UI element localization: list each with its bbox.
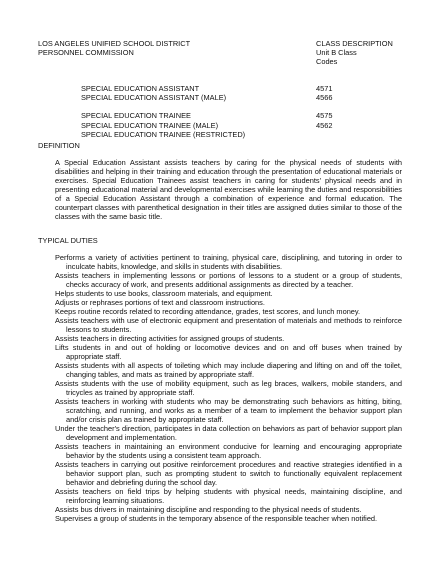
commission-name: PERSONNEL COMMISSION: [38, 48, 134, 57]
list-item: Assists teachers in directing activities for assigned groups of students.: [55, 334, 285, 343]
list-item: Assists students with all aspects of toileting which may include diapering and lifting on and off the toilet, changing tables, and mats as trained by appropriate staff.: [55, 361, 402, 379]
list-item: Assists teachers in maintaining an environment conducive for learning and encouraging appropriate behavior by the students using a consistent team approach.: [55, 442, 402, 460]
class-title: SPECIAL EDUCATION TRAINEE (MALE): [81, 121, 219, 130]
unit-class-label: Unit B Class: [316, 48, 357, 57]
list-item: Under the teacher's direction, participates in data collection on behaviors as part of behavior support plan development and implementation.: [55, 424, 402, 442]
district-name: LOS ANGELES UNIFIED SCHOOL DISTRICT: [38, 39, 191, 48]
list-item: Keeps routine records related to recording attendance, grades, test scores, and lunch money.: [55, 307, 361, 316]
definition-text: A Special Education Assistant assists teachers by caring for the physical needs of students with disabilities and helping in their training and education through the presentation of educational materials or exercises. Special Education Trainees assist teachers in caring for students' physical needs and in presenting educational material and developmental exercises while learning the duties and responsibilities of a Special Education Assistant through a combination of experience and formal education. The counterpart classes with parenthetical designation in their titles are assigned duties similar to those of the classes with the same basic title.: [55, 158, 402, 221]
typical-duties-heading: TYPICAL DUTIES: [38, 236, 98, 245]
class-code: 4575: [316, 111, 333, 120]
list-item: Assists teachers in working with students who may be demonstrating such behaviors as hitting, biting, scratching, and running, and works as a member of a team to implement the behavior support plan and/or crisis plan as trained by appropriate staff.: [55, 397, 402, 424]
list-item: Lifts students in and out of holding or locomotive devices and on and off buses when trained by appropriate staff.: [55, 343, 402, 361]
class-code: 4562: [316, 121, 333, 130]
class-code: 4571: [316, 84, 333, 93]
list-item: Supervises a group of students in the temporary absence of the responsible teacher when notified.: [55, 514, 378, 523]
list-item: Assists teachers with use of electronic equipment and presentation of materials and methods to reinforce lessons to students.: [55, 316, 402, 334]
list-item: Assists students with the use of mobility equipment, such as leg braces, walkers, mobile standers, and tricycles as trained by appropriate staff.: [55, 379, 402, 397]
class-title: SPECIAL EDUCATION TRAINEE: [81, 111, 191, 120]
list-item: Assists teachers in carrying out positive reinforcement procedures and reactive strategies identified in a behavior support plan, such as prompting student to switch to functionally equivalent replacement behavior and debriefing during the school day.: [55, 460, 402, 487]
list-item: Assists teachers in implementing lessons or portions of lessons to a student or a group of students, checks accuracy of work, and presents additional assignments as directed by a teacher.: [55, 271, 402, 289]
list-item: Assists teachers on field trips by helping students with physical needs, maintaining discipline, and reinforcing learning situations.: [55, 487, 402, 505]
class-title: SPECIAL EDUCATION TRAINEE (RESTRICTED): [81, 130, 246, 139]
list-item: Adjusts or rephrases portions of text and classroom instructions.: [55, 298, 265, 307]
list-item: Helps students to use books, classroom materials, and equipment.: [55, 289, 273, 298]
class-code: 4566: [316, 93, 333, 102]
codes-label: Codes: [316, 57, 338, 66]
class-title: SPECIAL EDUCATION ASSISTANT: [81, 84, 200, 93]
class-title: SPECIAL EDUCATION ASSISTANT (MALE): [81, 93, 227, 102]
list-item: Assists bus drivers in maintaining discipline and responding to the physical needs of students.: [55, 505, 362, 514]
class-description-label: CLASS DESCRIPTION: [316, 39, 393, 48]
definition-heading: DEFINITION: [38, 141, 80, 150]
list-item: Performs a variety of activities pertinent to training, physical care, disciplining, and tutoring in order to inculcate habits, knowledge, and skills in students with disabilities.: [55, 253, 402, 271]
duties-list: [55, 253, 402, 523]
